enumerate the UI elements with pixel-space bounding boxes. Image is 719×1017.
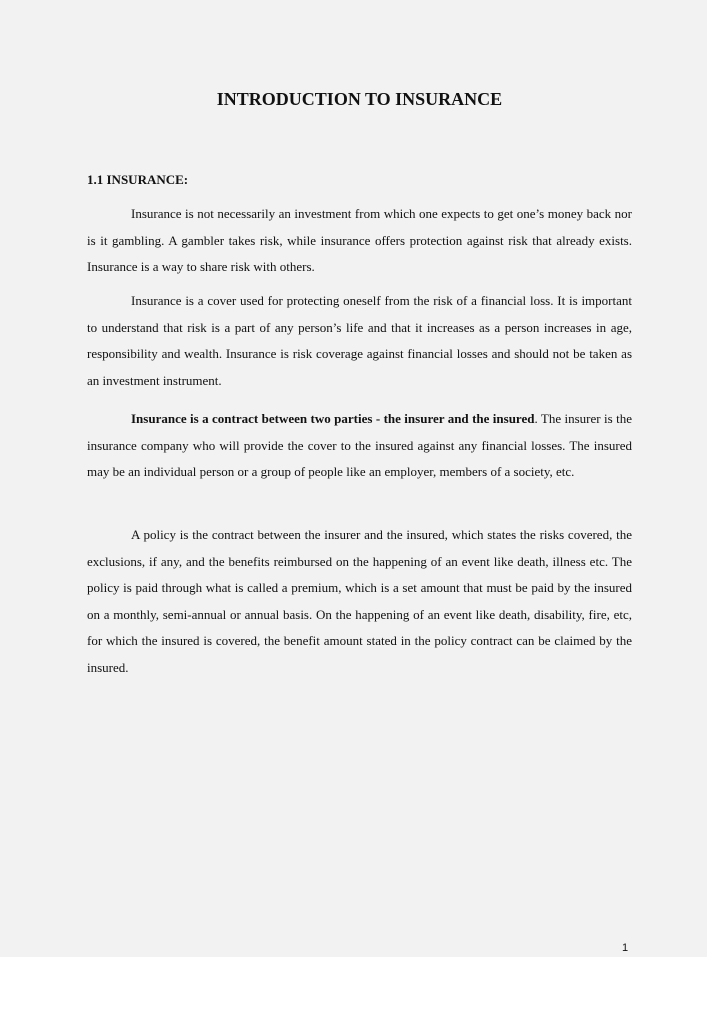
section-heading: 1.1 INSURANCE: xyxy=(87,172,189,187)
paragraph-4: A policy is the contract between the insurer and the insured, which states the risks covered, the exclusions, if any, and the benefits reimbursed on the happening of an event like death, illness etc. The policy is paid through what is called a premium, which is a set amount that must be paid by the insured on a monthly, semi-annual or annual basis. On the happening of an event like death, disability, fire, etc, for which the insured is covered, the benefit amount stated in the policy contract can be claimed by the insured. xyxy=(87,527,632,675)
document-title: INTRODUCTION TO INSURANCE xyxy=(216,89,503,109)
paragraph-3 xyxy=(87,406,632,486)
paragraph-2: Insurance is a cover used for protecting oneself from the risk of a financial loss. It is important to understand that risk is a part of any person’s life and that it increases as a person increases in age, responsibility and wealth. Insurance is risk coverage against financial losses and should not be taken as an investment instrument. xyxy=(87,293,632,388)
paragraph-3-bold-lead: Insurance is a contract between two parties - the insurer and the insured xyxy=(131,411,535,426)
paragraph-3-rest: . The insurer is the insurance company who will provide the cover to the insured against any financial losses. The insured may be an individual person or a group of people like an employer, members of a society, etc. xyxy=(87,411,632,479)
paragraph-1: Insurance is not necessarily an investment from which one expects to get one’s money back nor is it gambling. A gambler takes risk, while insurance offers protection against risk that already exists. Insurance is a way to share risk with others. xyxy=(87,206,632,274)
page-number: 1 xyxy=(622,942,629,954)
